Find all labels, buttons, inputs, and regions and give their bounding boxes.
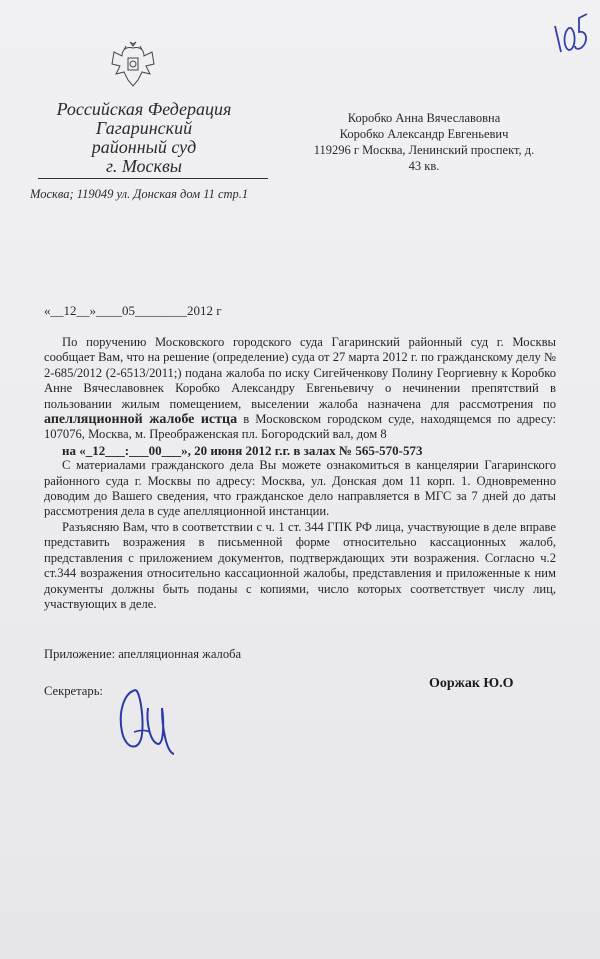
court-address: Москва; 119049 ул. Донская дом 11 стр.1 [30, 187, 249, 201]
court-line-1: Российская Федерация [56, 99, 232, 119]
handwritten-page-number [551, 8, 591, 58]
appeal-phrase: апелляционной жалобе истца [44, 412, 238, 428]
coat-of-arms-icon [106, 40, 160, 90]
paragraph-1-text-a: По поручению Московского городского суда Гагаринский районный суд г. Москвы сообщает Вам, что на решение (определение) суда от 27 марта 2012 г. по гражданскому делу № 2-685/2012 (2-6513/2011;) подана жалоба по иску Сигейченкову Полину Георгиевну к Коробко Анне Вячеславовнек Коробко Александру Евгеньевичу о нечинении препятствий в пользовании жилым помещением, выселении жалоба назначена для рассмотрения по [44, 335, 556, 411]
court-line-4: г. Москвы [106, 156, 182, 176]
secretary-label: Секретарь: [44, 684, 103, 698]
court-name [46, 100, 242, 176]
court-line-2: Гагаринский [95, 118, 193, 138]
recipient-line-4: 43 кв. [408, 159, 440, 173]
body-paragraph-1 [44, 335, 556, 443]
header-divider [38, 178, 268, 179]
signer-name: Ооржак Ю.О [429, 676, 514, 691]
paragraph-1-text-b: в Московском городском суде, находящемся по адресу: 107076, Москва, м. Преображенская пл. Богородский вал, дом 8 [44, 412, 556, 442]
appendix-line: Приложение: апелляционная жалоба [44, 647, 242, 661]
body-paragraph-3: Разъясняю Вам, что в соответствии с ч. 1 ст. 344 ГПК РФ лица, участвующие в деле вправе представить возражения в письменной форме относительно кассационных жалоб, представления с приложением документов, подтверждающих эти возражения. Согласно ч.2 ст.344 возражения относительно кассационной жалобы, представления и приложенные к ним документы должны быть поданы с копиями, число которых соответствует числу лиц, участвующих в деле. [44, 519, 556, 611]
recipient-line-2: Коробко Александр Евгеньевич [339, 127, 509, 141]
body-paragraph-2: С материалами гражданского дела Вы можете ознакомиться в канцелярии Гагаринского районного суда г. Москвы по адресу: Москва, ул. Донская дом 11 корп. 1. Одновременно доводим до Вашего сведения, что гражданское дело направляется в МГС за 7 дней до даты рассмотрения дела в суде апелляционной инстанции. [44, 458, 556, 519]
letter-body [44, 335, 556, 612]
recipient-line-1: Коробко Анна Вячеславовна [347, 111, 501, 125]
court-line-3: районный суд [91, 137, 197, 157]
recipient-line-3: 119296 г Москва, Ленинский проспект, д. [313, 143, 535, 157]
hearing-details: на «_12___:___00___», 20 июня 2012 г.г. в залах № 565-570-573 [62, 442, 423, 458]
handwritten-signature [110, 682, 190, 762]
recipient-block [294, 110, 554, 174]
document-date: «__12__»____05________2012 г [44, 303, 222, 318]
